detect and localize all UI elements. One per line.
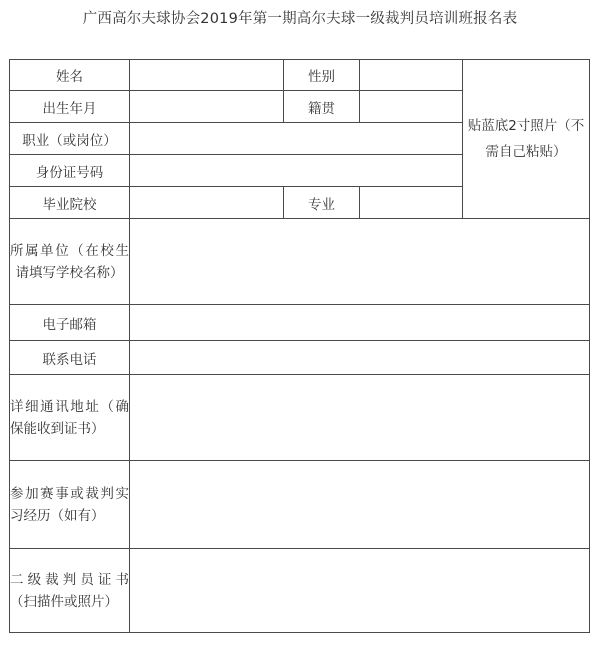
employer-label: 所属单位（在校生请填写学校名称） [10,219,130,305]
row-email [10,305,590,341]
experience-label: 参加赛事或裁判实习经历（如有） [10,461,130,549]
row-employer [10,219,590,305]
address-field[interactable] [130,375,590,461]
registration-form-table [9,59,590,633]
native-place-label: 籍贯 [284,91,360,123]
birth-label: 出生年月 [10,91,130,123]
row-phone [10,341,590,375]
major-label: 专业 [284,187,360,219]
photo-box[interactable] [463,60,590,219]
id-number-label: 身份证号码 [10,155,130,187]
row-address [10,375,590,461]
email-label: 电子邮箱 [10,305,130,341]
document-title: 广西高尔夫球协会2019年第一期高尔夫球一级裁判员培训班报名表 [82,11,518,27]
email-field[interactable] [130,305,590,341]
row-experience [10,461,590,549]
id-number-field[interactable] [130,155,463,187]
occupation-label: 职业（或岗位） [10,123,130,155]
birth-field[interactable] [130,91,284,123]
experience-field[interactable] [130,461,590,549]
employer-field[interactable] [130,219,590,305]
name-label: 姓名 [10,60,130,91]
native-place-field[interactable] [360,91,463,123]
school-field[interactable] [130,187,284,219]
phone-field[interactable] [130,341,590,375]
certificate-upload-field[interactable] [130,549,590,633]
school-label: 毕业院校 [10,187,130,219]
occupation-field[interactable] [130,123,463,155]
row-name [10,60,590,91]
photo-note: 贴蓝底2寸照片（不需自己粘贴） [467,118,585,160]
gender-label: 性别 [284,60,360,91]
phone-label: 联系电话 [10,341,130,375]
certificate-label: 二级裁判员证书（扫描件或照片） [10,549,130,633]
gender-field[interactable] [360,60,463,91]
name-field[interactable] [130,60,284,91]
row-certificate [10,549,590,633]
address-label: 详细通讯地址（确保能收到证书） [10,375,130,461]
major-field[interactable] [360,187,463,219]
